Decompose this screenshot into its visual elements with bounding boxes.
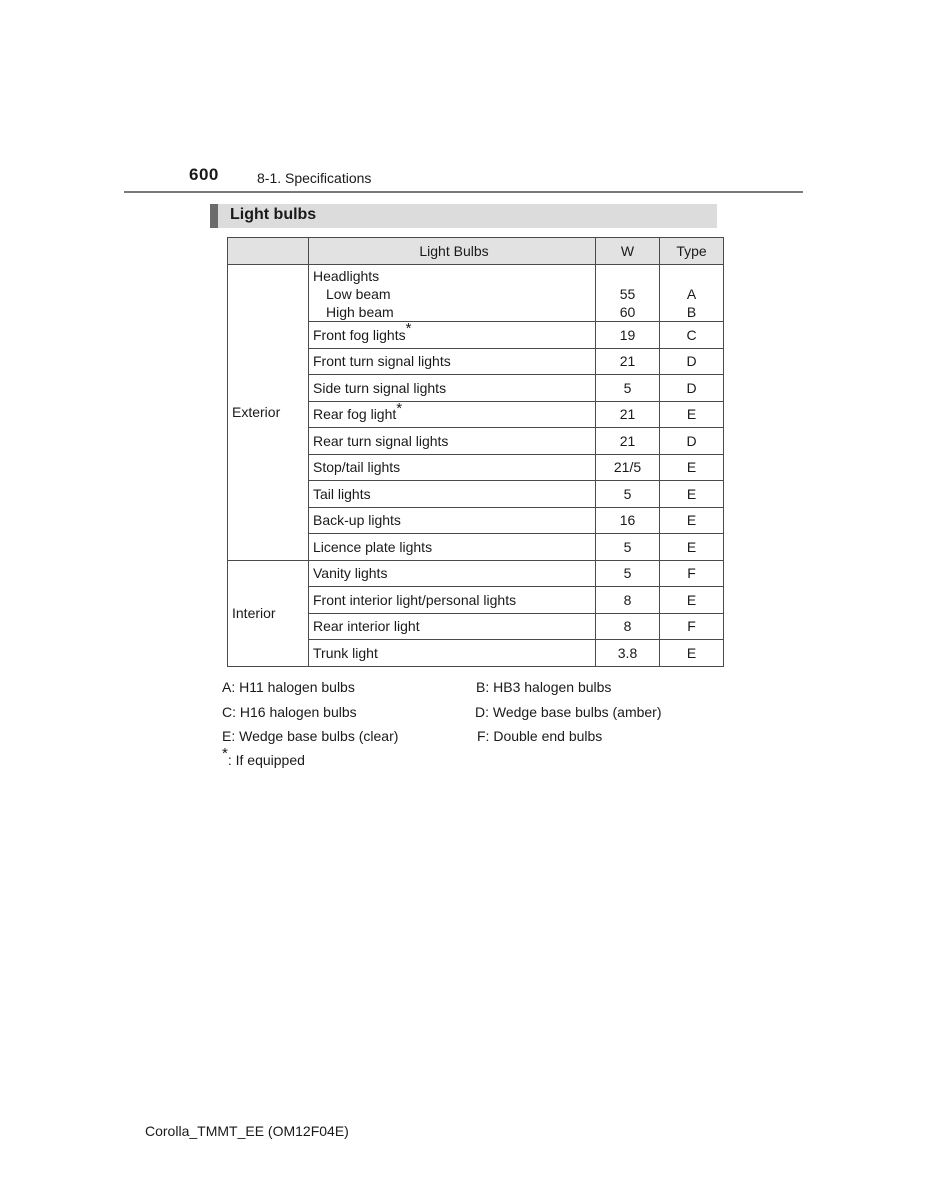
bulb-wattage: 5	[596, 375, 660, 402]
legend-b: B: HB3 halogen bulbs	[476, 679, 612, 695]
section-title: Light bulbs	[230, 206, 317, 223]
bulb-name: Licence plate lights	[313, 538, 433, 555]
bulb-type: D	[660, 375, 724, 402]
high-beam-type: B	[686, 304, 697, 320]
column-header-light-bulbs: Light Bulbs	[309, 238, 596, 265]
column-header-type: Type	[660, 238, 724, 265]
low-beam-type: A	[686, 286, 697, 302]
bulb-wattage: 5	[596, 481, 660, 508]
bulb-type: E	[660, 587, 724, 614]
bulb-name-cell	[309, 507, 596, 534]
legend-c: C: H16 halogen bulbs	[222, 704, 357, 720]
bulb-name-cell	[309, 454, 596, 481]
bulb-wattage: 19	[596, 322, 660, 349]
bulb-name: Side turn signal lights	[313, 379, 447, 396]
bulb-name-cell	[309, 587, 596, 614]
bulb-name: Back-up lights	[313, 512, 401, 529]
bulb-wattage: 5	[596, 560, 660, 587]
bulb-name: Rear fog light	[313, 406, 397, 423]
bulb-name-cell	[309, 322, 596, 349]
bulb-name-cell	[309, 375, 596, 402]
headlights-w-cell	[596, 265, 660, 322]
bulb-type: E	[660, 640, 724, 667]
header-divider	[124, 191, 803, 193]
bulb-wattage: 8	[596, 613, 660, 640]
bulb-name: Front turn signal lights	[313, 353, 451, 370]
bulb-name: Rear interior light	[313, 618, 420, 635]
group-label-exterior: Exterior	[228, 265, 309, 561]
legend-f: F: Double end bulbs	[477, 728, 603, 744]
bulb-type: E	[660, 481, 724, 508]
bulb-wattage: 21	[596, 401, 660, 428]
bulb-name: Tail lights	[313, 485, 371, 502]
table-row-headlights	[228, 265, 724, 322]
bulb-name: Vanity lights	[313, 565, 388, 582]
bulb-wattage: 5	[596, 534, 660, 561]
bulb-name-cell	[309, 640, 596, 667]
if-equipped-mark: *	[396, 399, 403, 417]
bulb-type: D	[660, 428, 724, 455]
bulb-name-cell	[309, 481, 596, 508]
page-number: 600	[189, 165, 219, 184]
bulb-wattage: 8	[596, 587, 660, 614]
legend-d: D: Wedge base bulbs (amber)	[475, 704, 662, 720]
bulb-wattage: 16	[596, 507, 660, 534]
low-beam-w: 55	[619, 286, 636, 302]
bulb-name: Trunk light	[313, 644, 378, 661]
if-equipped-mark: *	[405, 320, 412, 338]
headlights-name-cell	[309, 265, 596, 322]
bulb-type: D	[660, 348, 724, 375]
section-heading-bar	[210, 204, 717, 228]
bulb-name-cell	[309, 348, 596, 375]
headlights-title: Headlights	[313, 268, 380, 284]
light-bulbs-table	[227, 237, 724, 667]
bulb-name-cell	[309, 428, 596, 455]
low-beam-label: Low beam	[326, 286, 391, 302]
bulb-wattage: 21/5	[596, 454, 660, 481]
bulb-name: Rear turn signal lights	[313, 432, 449, 449]
bulb-name: Front interior light/personal lights	[313, 591, 517, 608]
note-asterisk: *	[222, 745, 228, 763]
bulb-type: C	[660, 322, 724, 349]
bulb-type: E	[660, 534, 724, 561]
bulb-name: Front fog lights	[313, 326, 406, 343]
legend-note	[222, 745, 305, 768]
header-blank-cell	[228, 238, 309, 265]
section-reference: 8-1. Specifications	[257, 170, 372, 186]
table-body	[228, 265, 724, 667]
page-footer: Corolla_TMMT_EE (OM12F04E)	[145, 1123, 349, 1139]
bulb-wattage: 21	[596, 428, 660, 455]
bulb-type: E	[660, 401, 724, 428]
bulb-name-cell	[309, 534, 596, 561]
bulb-type: E	[660, 507, 724, 534]
bulb-type: E	[660, 454, 724, 481]
high-beam-label: High beam	[326, 304, 394, 320]
headlights-type-cell	[660, 265, 724, 322]
legend-a: A: H11 halogen bulbs	[222, 679, 355, 695]
note-text: : If equipped	[227, 752, 305, 768]
bulb-name-cell	[309, 613, 596, 640]
bulb-type: F	[660, 613, 724, 640]
legend-e: E: Wedge base bulbs (clear)	[222, 728, 399, 744]
bulb-name-cell	[309, 560, 596, 587]
bulb-name: Stop/tail lights	[313, 459, 401, 476]
high-beam-w: 60	[619, 304, 636, 320]
table-row-vanity-lights	[228, 560, 724, 587]
bulb-name-cell	[309, 401, 596, 428]
table-header-row	[228, 238, 724, 265]
bulb-type: F	[660, 560, 724, 587]
bulb-wattage: 3.8	[596, 640, 660, 667]
column-header-w: W	[596, 238, 660, 265]
bulb-wattage: 21	[596, 348, 660, 375]
group-label-interior: Interior	[228, 560, 309, 666]
